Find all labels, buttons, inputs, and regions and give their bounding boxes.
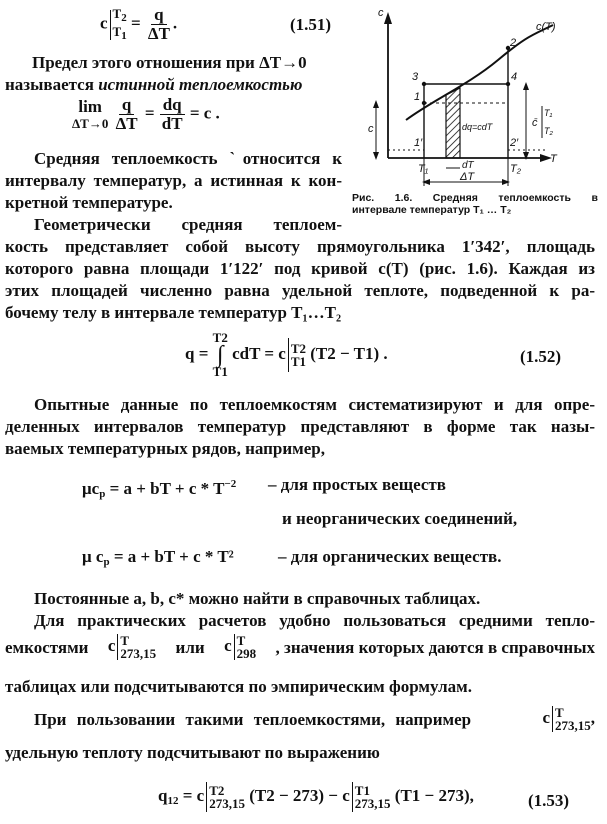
series-description: и неорганических соединений, xyxy=(282,509,518,528)
equation-number: (1.52) xyxy=(520,347,562,366)
c-arrow-head-top xyxy=(373,100,379,108)
paragraph-line: Предел этого отношения при ΔT→0 xyxy=(32,53,307,72)
delta-t-head-right xyxy=(502,179,510,185)
equation-number: (1.53) xyxy=(528,791,570,810)
label-cbar-top: T₁ xyxy=(544,108,553,118)
paragraph-line: удельную теплоту подсчитывают по выражению xyxy=(5,743,380,762)
label-t2: T₂ xyxy=(510,163,521,175)
label-t1: T₁ xyxy=(418,163,429,175)
label-axis-t: T xyxy=(550,153,557,165)
hatched-strip xyxy=(446,88,460,158)
paragraph-line: кретной температуре. xyxy=(5,193,173,212)
equation-1-53: $q_{12} = c$ T2 273,15 (T2 − 273) − c T1 273,15 (T1 − 273), xyxy=(158,783,474,811)
paragraph-line: которого равна площади 1′122′ под кривой c(T) (рис. 1.6). Каждая из xyxy=(5,259,595,278)
paragraph-line: ваемых температурных рядов, например, xyxy=(5,439,326,458)
fraction-q-dT: $\frac{q}{\Delta T}$ xyxy=(147,5,170,43)
delta-t-head-left xyxy=(422,179,430,185)
y-axis-arrow xyxy=(384,12,392,24)
label-dt: dT xyxy=(462,160,474,171)
paragraph-line: Постоянные a, b, c* можно найти в справочных таблицах. xyxy=(34,589,481,608)
eq-limits: $T_2$ $T_1$ xyxy=(112,5,127,42)
label-cbar-bottom: T₂ xyxy=(544,126,553,136)
paragraph-line: кость представляет собой высоту прямоугольника 1′342′, площадь xyxy=(5,237,595,256)
paragraph-line: При пользовании такими теплоемкостями, например c T 273,15 , xyxy=(34,705,595,733)
paragraph-line: Средняя теплоемкость ˋотносится к xyxy=(34,149,342,168)
equation-1-51: c $T_2$ $T_1$ = $\frac{q}{\Delta T}$ . xyxy=(100,5,178,43)
label-p1: 1 xyxy=(414,91,421,103)
curve-c-of-t xyxy=(406,25,553,120)
paragraph-line: этих площадей численно равна удельной теплоте, подведенной к ра- xyxy=(5,281,595,300)
paragraph-line: емкостями c T 273,15 или c T 298 , значения которых даются в справочных xyxy=(5,633,595,661)
paragraph-line: Для практических расчетов удобно пользоваться средними тепло- xyxy=(34,611,595,630)
figure-caption: Рис. 1.6. Средняя теплоемкость в интервале температур T₁ … T₂ xyxy=(352,192,598,216)
paragraph-line: бочему телу в интервале температур T₁…T₂ xyxy=(5,303,342,322)
figure-1-6 xyxy=(348,0,607,224)
label-dq: dq=cdT xyxy=(462,122,493,132)
paragraph-line: деленных интервалов температур представляют в форме так назы- xyxy=(5,417,595,436)
cbar-arrow-head-top xyxy=(523,82,529,90)
point-1 xyxy=(422,101,426,105)
label-p2-prime: 2′ xyxy=(510,137,519,149)
label-p1-prime: 1′ xyxy=(414,137,423,149)
series-description: – для простых веществ xyxy=(268,475,446,494)
label-p2: 2 xyxy=(510,37,517,49)
label-cbar: c̄ xyxy=(532,117,538,129)
label-delta-t: ΔT xyxy=(460,171,475,183)
point-4 xyxy=(506,82,510,86)
point-3 xyxy=(422,82,426,86)
label-p4: 4 xyxy=(511,71,518,83)
paragraph-line: называется истинной теплоемкостью xyxy=(5,75,303,94)
c-arrow-head-bottom xyxy=(373,152,379,160)
series-description: – для органических веществ. xyxy=(278,547,502,566)
series-formula-1: $\mu c_p = a$ + bT + c * $T^{-2}$ xyxy=(82,478,237,500)
label-p3: 3 xyxy=(412,71,419,83)
paragraph-line: Геометрически средняя теплоем- xyxy=(34,215,342,234)
paragraph-line: таблицах или подсчитываются по эмпирическим формулам. xyxy=(5,677,472,696)
eq-symbol-c: c xyxy=(100,13,108,33)
series-formula-2: μ $c_p = a$ + bT + c * T² xyxy=(82,547,234,568)
label-curve: c(T) xyxy=(536,21,556,33)
equation-1-52: q = T2 ∫ T1 cdT = c T2 T1 (T2 − T1) . xyxy=(185,330,388,379)
label-c-left: c xyxy=(368,123,374,135)
equation-number: (1.51) xyxy=(290,15,332,34)
limit-equation: lim ΔT→0 $\frac{q}{\Delta T}$ = $\frac{dq}{dT}$ = c . xyxy=(72,95,220,133)
paragraph-line: Опытные данные по теплоемкостям систематизируют и для опре- xyxy=(34,395,595,414)
paragraph-line: интервалу температур, а истинная к кон- xyxy=(5,171,342,190)
label-axis-c: c xyxy=(378,7,384,19)
